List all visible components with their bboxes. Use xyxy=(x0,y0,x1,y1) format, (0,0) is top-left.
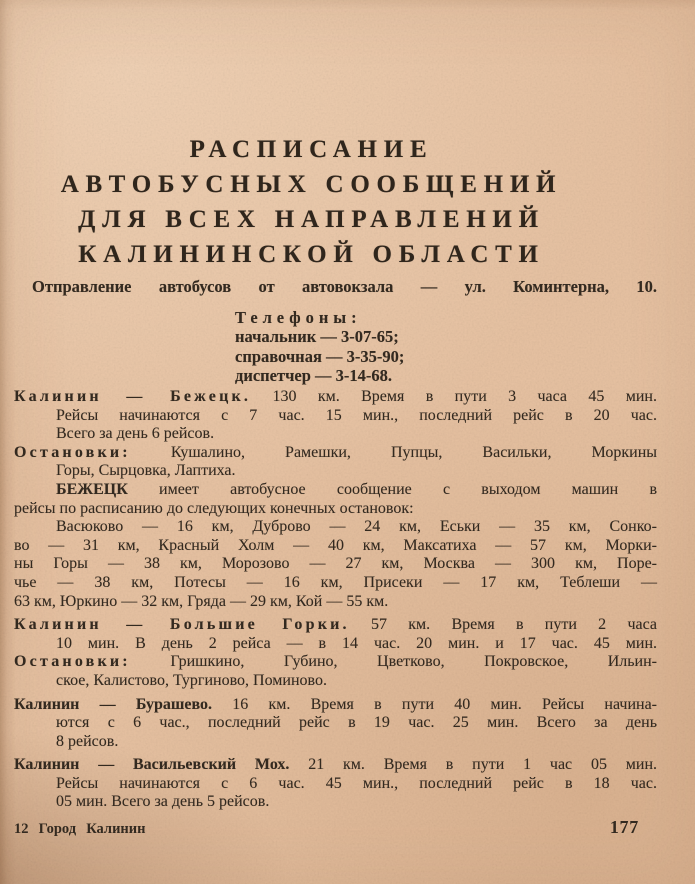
title-line-1: РАСПИСАНИЕ xyxy=(189,136,434,163)
text-segment: имеет автобусное сообщение с выходом машин в xyxy=(127,480,657,498)
text-line xyxy=(14,574,657,593)
text-line xyxy=(14,756,657,775)
text-line xyxy=(14,653,657,672)
title-line-2: АВТОБУСНЫХ СООБЩЕНИЙ xyxy=(60,171,563,198)
text-segment: чье — 38 км, Потесы — 16 км, Присеки — 17 км, Теблеши — xyxy=(14,573,657,591)
text-segment: Рейсы начинаются с 6 час. 45 мин., последний рейс в 18 час. xyxy=(56,774,657,792)
text-line xyxy=(14,793,657,812)
text-segment: Васюково — 16 км, Дуброво — 24 км, Еськи — 35 км, Сонко- xyxy=(56,518,657,536)
page-footer xyxy=(14,817,639,838)
phones-heading: Телефоны: xyxy=(235,308,362,327)
departure-line: Отправление автобусов от автовокзала — ул. Коминтерна, 10. xyxy=(32,277,657,296)
text-line xyxy=(14,444,657,463)
text-line xyxy=(14,696,657,715)
text-line xyxy=(14,537,657,556)
text-segment: ское, Калистово, Тургиново, Поминово. xyxy=(56,671,327,689)
text-segment: 63 км, Юркино — 32 км, Гряда — 29 км, Кой — 55 км. xyxy=(14,592,389,610)
phone-line-inquiries: справочная — 3-35-90; xyxy=(235,346,405,366)
text-line xyxy=(14,555,657,574)
text-line xyxy=(14,518,657,537)
route-heading: Остановки: xyxy=(14,443,131,461)
text-segment: 8 рейсов. xyxy=(56,732,119,750)
text-segment: Гришкино, Губино, Цветково, Покровское, Ильин- xyxy=(130,653,657,671)
text-segment: 130 км. Время в пути 3 часа 45 мин. xyxy=(251,388,657,405)
text-segment: Кушалино, Рамешки, Пупцы, Васильки, Моркины xyxy=(130,443,657,461)
text-segment: Всего за день 6 рейсов. xyxy=(56,425,215,443)
text-line xyxy=(14,733,657,752)
text-segment: ются с 6 час., последний рейс в 19 час. 25 мин. Всего за день xyxy=(56,714,657,732)
route-heading: Калинин — Большие Горки. xyxy=(14,616,350,634)
route-heading: Остановки: xyxy=(14,653,131,671)
text-line xyxy=(14,462,657,481)
page-number: 177 xyxy=(609,817,639,837)
text-line xyxy=(14,616,657,635)
text-segment: Рейсы начинаются с 7 час. 15 мин., последний рейс в 20 час. xyxy=(56,406,657,424)
page-title xyxy=(0,132,623,272)
text-line xyxy=(14,672,657,691)
text-segment: 10 мин. В день 2 рейса — в 14 час. 20 мин. и 17 час. 45 мин. xyxy=(56,634,657,652)
text-line xyxy=(14,593,657,612)
text-line xyxy=(14,500,657,519)
title-line-3: ДЛЯ ВСЕХ НАПРАВЛЕНИЙ xyxy=(78,206,545,233)
footer-signature: 12 Город Калинин xyxy=(14,821,146,837)
text-line xyxy=(14,481,657,500)
route-heading: Калинин — Бурашево. xyxy=(14,695,213,713)
text-segment: рейсы по расписанию до следующих конечных остановок: xyxy=(14,499,414,517)
text-line xyxy=(14,407,657,426)
text-line xyxy=(14,635,657,654)
text-segment: ны Горы — 38 км, Морозово — 27 км, Москва — 300 км, Поре- xyxy=(14,555,657,573)
text-segment: 05 мин. Всего за день 5 рейсов. xyxy=(56,793,270,811)
text-segment: во — 31 км, Красный Холм — 40 км, Максатиха — 57 км, Морки- xyxy=(14,536,657,554)
route-heading: Калинин — Васильевский Мох. xyxy=(14,756,290,774)
text-segment: 57 км. Время в пути 2 часа xyxy=(349,616,657,634)
phone-line-dispatcher: диспетчер — 3-14-68. xyxy=(235,366,393,386)
phones-block xyxy=(235,308,404,386)
text-line xyxy=(14,388,657,407)
text-segment: Горы, Сырцовка, Лаптиха. xyxy=(56,462,236,480)
title-line-4: КАЛИНИНСКОЙ ОБЛАСТИ xyxy=(78,241,545,268)
text-line xyxy=(14,714,657,733)
route-heading: БЕЖЕЦК xyxy=(56,480,128,498)
phone-line-chief: начальник — 3-07-65; xyxy=(235,327,399,347)
schedule-text xyxy=(14,388,657,812)
text-segment: 16 км. Время в пути 40 мин. Рейсы начина- xyxy=(212,695,658,713)
text-line xyxy=(14,425,657,444)
route-heading: Калинин — Бежецк. xyxy=(14,388,252,405)
text-segment: 21 км. Время в пути 1 час 05 мин. xyxy=(289,756,658,774)
text-line xyxy=(14,775,657,794)
